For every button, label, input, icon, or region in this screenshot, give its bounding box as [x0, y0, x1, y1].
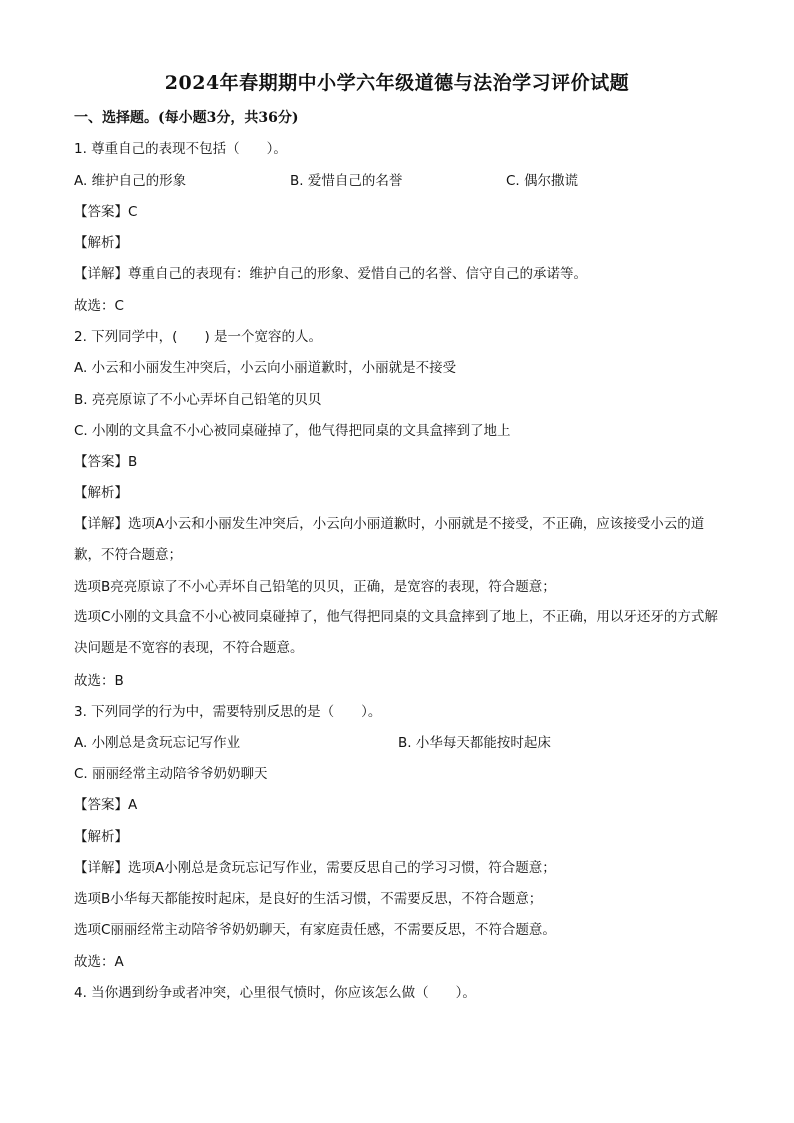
analysis-label: 【解析】: [74, 829, 128, 845]
question-3-options: [74, 733, 724, 753]
detail-text: 【详解】选项A小云和小丽发生冲突后，小云向小丽道歉时，小丽就是不接受，不正确，应该接受小云的道歉，不符合题意；: [74, 516, 705, 563]
detail-text: 【详解】选项A小刚总是贪玩忘记写作业，需要反思自己的学习习惯，符合题意；: [74, 860, 556, 876]
analysis-label: 【解析】: [74, 485, 128, 501]
option-c: C. 偶尔撒谎: [506, 173, 579, 189]
section-heading: 一、选择题。(每小题3分，共36分): [74, 110, 299, 126]
option-a: A. 小刚总是贪玩忘记写作业: [74, 735, 241, 751]
question-2-stem: 2. 下列同学中，( ) 是一个宽容的人。: [74, 329, 322, 345]
option-c: C. 丽丽经常主动陪爷爷奶奶聊天: [74, 766, 268, 782]
option-b: B. 亮亮原谅了不小心弄坏自己铅笔的贝贝: [74, 392, 322, 408]
question-4-stem: 4. 当你遇到纷争或者冲突，心里很气愤时，你应该怎么做（ ）。: [74, 985, 476, 1001]
detail-text: 【详解】尊重自己的表现有：维护自己的形象、爱惜自己的名誉、信守自己的承诺等。: [74, 266, 587, 282]
question-1-stem: 1. 尊重自己的表现不包括（ ）。: [74, 141, 287, 157]
analysis-label: 【解析】: [74, 235, 128, 251]
choice-text: 故选：B: [74, 673, 124, 689]
question-1-options: [74, 171, 724, 191]
answer-label: 【答案】A: [74, 797, 138, 813]
option-a: A. 小云和小丽发生冲突后，小云向小丽道歉时，小丽就是不接受: [74, 360, 457, 376]
detail-text: 选项B小华每天都能按时起床，是良好的生活习惯，不需要反思，不符合题意；: [74, 891, 543, 907]
option-a: A. 维护自己的形象: [74, 173, 187, 189]
detail-text: 选项C丽丽经常主动陪爷爷奶奶聊天，有家庭责任感，不需要反思，不符合题意。: [74, 922, 556, 938]
detail-text: 选项B亮亮原谅了不小心弄坏自己铅笔的贝贝，正确，是宽容的表现，符合题意；: [74, 579, 556, 595]
page-title: 2024年春期期中小学六年级道德与法治学习评价试题: [164, 72, 630, 94]
option-c: C. 小刚的文具盒不小心被同桌碰掉了，他气得把同桌的文具盒摔到了地上: [74, 423, 511, 439]
option-b: B. 小华每天都能按时起床: [398, 735, 551, 751]
choice-text: 故选：C: [74, 298, 124, 314]
choice-text: 故选：A: [74, 954, 124, 970]
answer-label: 【答案】B: [74, 454, 138, 470]
answer-label: 【答案】C: [74, 204, 138, 220]
detail-text: 选项C小刚的文具盒不小心被同桌碰掉了，他气得把同桌的文具盒摔到了地上，不正确，用以牙还牙的方式解决问题是不宽容的表现，不符合题意。: [74, 609, 718, 656]
option-b: B. 爱惜自己的名誉: [290, 173, 403, 189]
question-3-stem: 3. 下列同学的行为中，需要特别反思的是（ ）。: [74, 704, 382, 720]
